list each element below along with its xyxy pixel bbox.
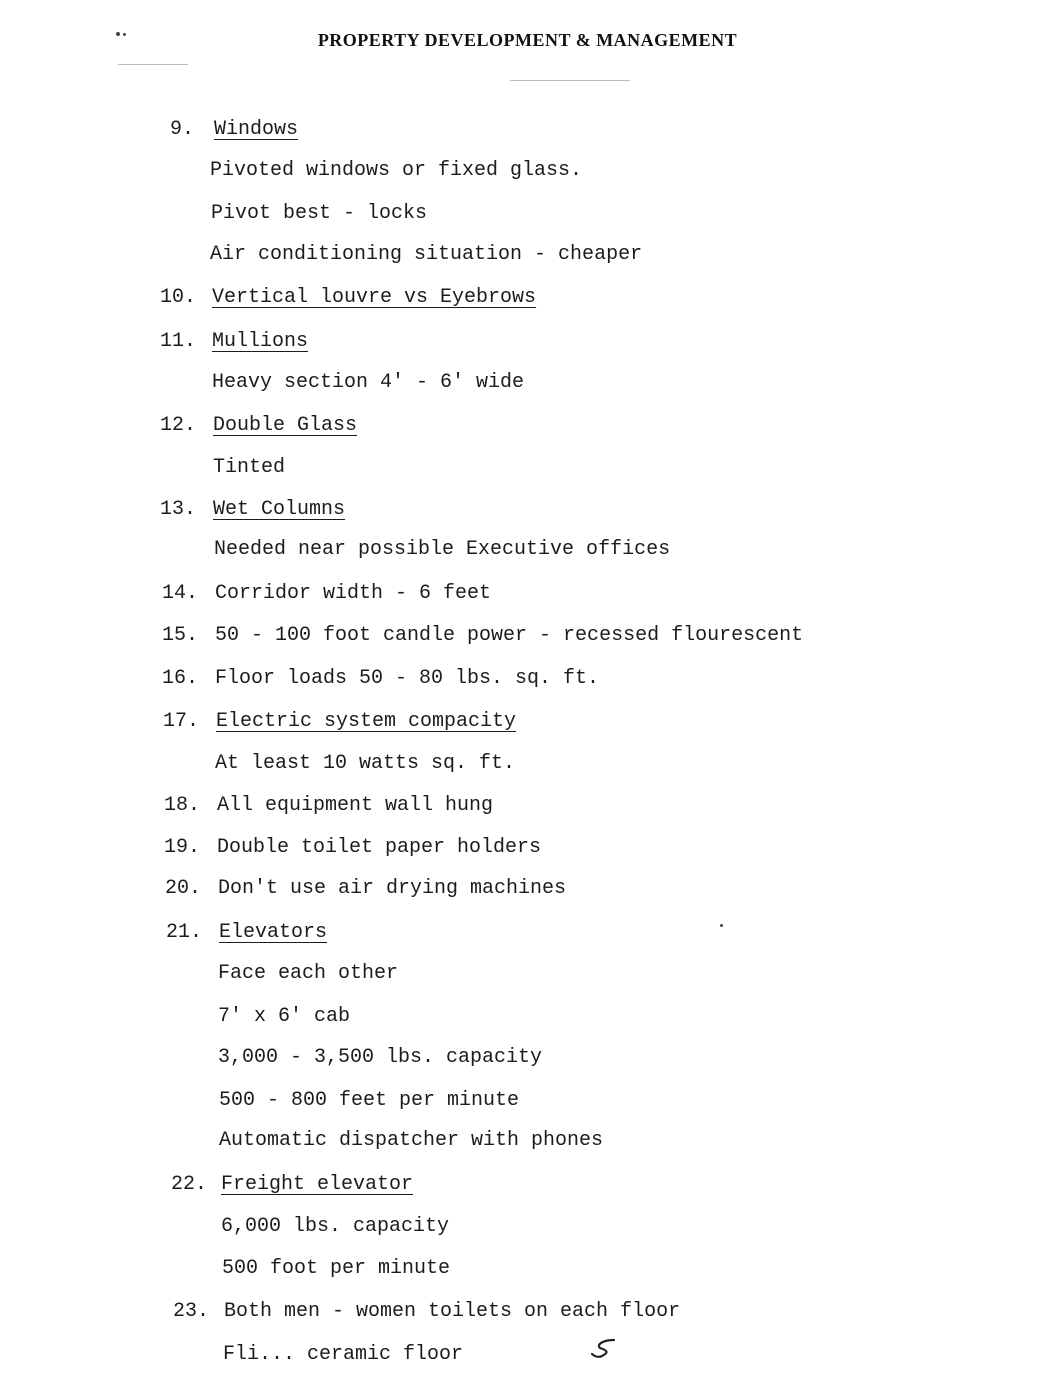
sub-item: Pivot best - locks: [211, 202, 428, 225]
item-text: Floor loads 50 - 80 lbs. sq. ft.: [215, 667, 600, 690]
item-number: 21.: [166, 921, 203, 944]
sub-item: 500 foot per minute: [222, 1257, 451, 1280]
item-title: Wet Columns: [213, 498, 346, 521]
list-item: [160, 286, 536, 310]
sub-item: Automatic dispatcher with phones: [219, 1129, 604, 1152]
item-number: 23.: [173, 1300, 210, 1323]
item-number: 13.: [160, 498, 197, 521]
item-text: Don't use air drying machines: [218, 877, 567, 900]
item-title: Electric system compacity: [216, 710, 517, 733]
item-number: 15.: [162, 624, 199, 647]
item-title: Elevators: [219, 921, 328, 944]
scan-speck: [720, 924, 723, 927]
sub-item: Fli... ceramic floor: [223, 1343, 464, 1366]
list-item: [160, 498, 345, 522]
list-item: [166, 921, 327, 945]
sub-item: Pivoted windows or fixed glass.: [210, 159, 583, 182]
sub-item: Air conditioning situation - cheaper: [210, 243, 643, 266]
item-number: 22.: [171, 1173, 208, 1196]
item-title: Windows: [214, 118, 299, 141]
item-number: 10.: [160, 286, 197, 309]
list-item: [173, 1300, 680, 1324]
item-title: Freight elevator: [221, 1173, 414, 1196]
scan-speck: [123, 33, 126, 36]
list-item: [162, 667, 599, 691]
scan-smudge: [510, 80, 630, 81]
item-title: Mullions: [212, 330, 309, 353]
sub-item: 3,000 - 3,500 lbs. capacity: [218, 1046, 543, 1069]
page-header: PROPERTY DEVELOPMENT & MANAGEMENT: [317, 30, 738, 50]
scan-speck: [116, 32, 120, 36]
item-number: 11.: [160, 330, 197, 353]
sub-item: 500 - 800 feet per minute: [219, 1089, 520, 1112]
item-text: All equipment wall hung: [217, 794, 494, 817]
sub-item: Needed near possible Executive offices: [214, 538, 671, 561]
item-number: 9.: [170, 118, 195, 141]
sub-item: Tinted: [213, 456, 286, 479]
item-number: 14.: [162, 582, 199, 605]
item-text: Corridor width - 6 feet: [215, 582, 492, 605]
list-item: [160, 330, 308, 354]
sub-item: 7' x 6' cab: [218, 1005, 351, 1028]
list-item: [165, 877, 566, 901]
list-item: [162, 582, 491, 606]
item-text: Double toilet paper holders: [217, 836, 542, 859]
list-item: [171, 1173, 413, 1197]
list-item: [163, 710, 516, 734]
list-item: [170, 118, 298, 142]
item-number: 18.: [164, 794, 201, 817]
list-item: [164, 836, 541, 860]
sub-item: Heavy section 4' - 6' wide: [212, 371, 525, 394]
item-text: Both men - women toilets on each floor: [224, 1300, 681, 1323]
item-text: 50 - 100 foot candle power - recessed flourescent: [215, 624, 804, 647]
item-title: Vertical louvre vs Eyebrows: [212, 286, 537, 309]
item-number: 20.: [165, 877, 202, 900]
item-title: Double Glass: [213, 414, 358, 437]
sub-item: Face each other: [218, 962, 399, 985]
handwritten-mark: [590, 1336, 620, 1362]
item-number: 16.: [162, 667, 199, 690]
item-number: 17.: [163, 710, 200, 733]
sub-item: At least 10 watts sq. ft.: [215, 752, 516, 775]
list-item: [160, 414, 357, 438]
list-item: [162, 624, 803, 648]
item-number: 19.: [164, 836, 201, 859]
sub-item: 6,000 lbs. capacity: [221, 1215, 450, 1238]
item-number: 12.: [160, 414, 197, 437]
scan-smudge: [118, 64, 188, 65]
list-item: [164, 794, 493, 818]
